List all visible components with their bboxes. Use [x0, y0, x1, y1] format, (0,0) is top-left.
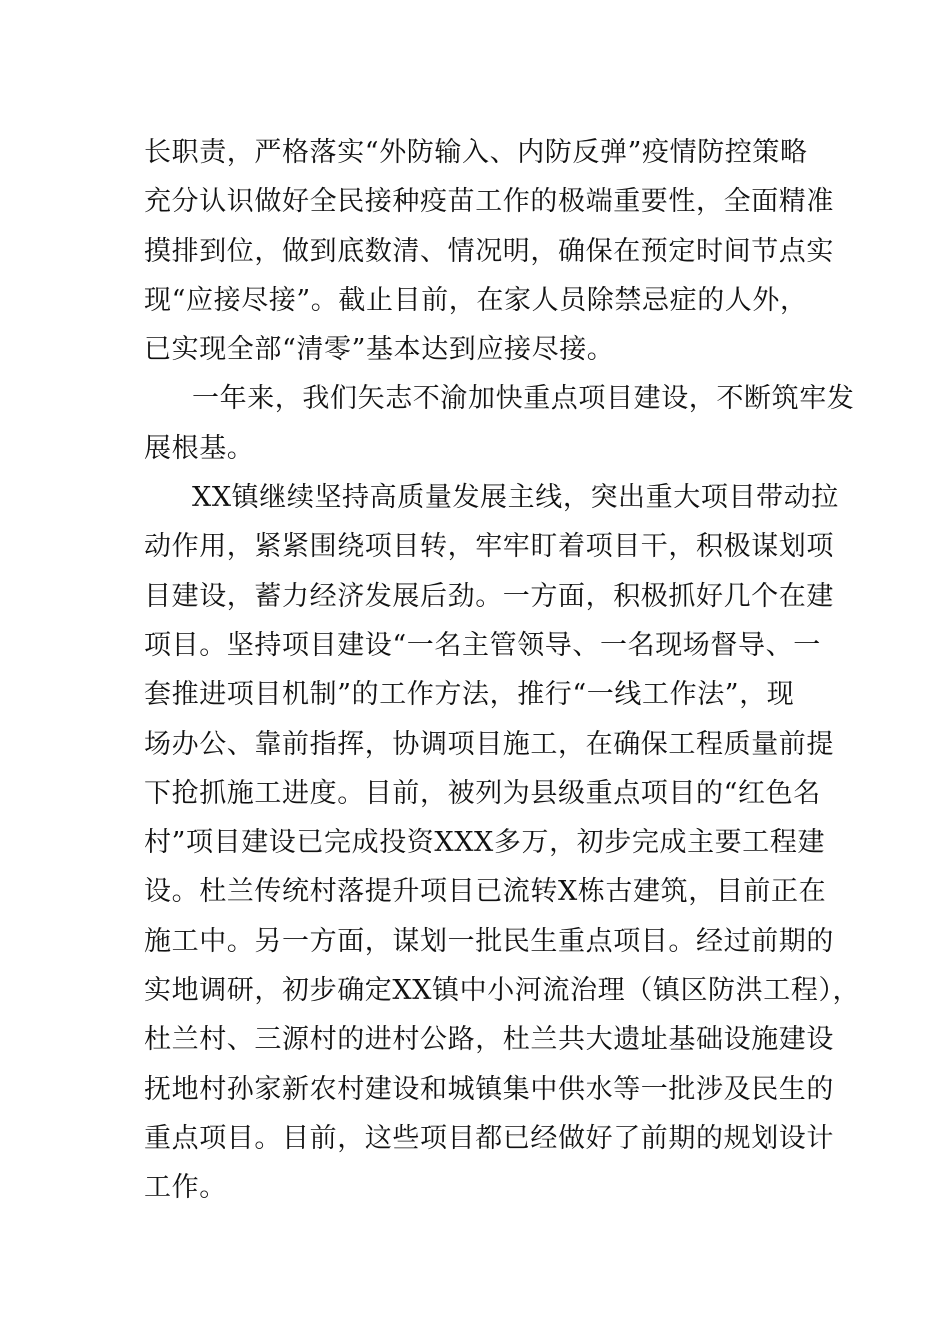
- text-line: 实地调研，初步确定XX镇中小河流治理（镇区防洪工程），: [144, 975, 861, 1007]
- paragraph-start-line: 一年来，我们矢志不渝加快重点项目建设，不断筑牢发: [192, 383, 855, 415]
- text-line: 杜兰村、三源村的进村公路，杜兰共大遗址基础设施建设: [144, 1024, 834, 1056]
- text-line: 现“应接尽接”。截止目前，在家人员除禁忌症的人外，: [144, 284, 808, 316]
- text-line: 施工中。另一方面，谋划一批民生重点项目。经过前期的: [144, 925, 834, 957]
- text-line: 抚地村孙家新农村建设和城镇集中供水等一批涉及民生的: [144, 1073, 834, 1105]
- text-line: 摸排到位，做到底数清、情况明，确保在预定时间节点实: [144, 235, 834, 267]
- text-line: 充分认识做好全民接种疫苗工作的极端重要性，全面精准: [144, 186, 834, 218]
- text-line: 长职责，严格落实“外防输入、内防反弹”疫情防控策略: [144, 137, 808, 168]
- text-line: 展根基。: [144, 432, 255, 464]
- text-line: 已实现全部“清零”基本达到应接尽接。: [144, 334, 615, 366]
- text-line: 村”项目建设已完成投资XXX多万，初步完成主要工程建: [144, 827, 826, 859]
- paragraph-start-line: XX镇继续坚持高质量发展主线，突出重大项目带动拉: [192, 482, 839, 514]
- text-line: 目建设，蓄力经济发展后劲。一方面，积极抓好几个在建: [144, 580, 834, 612]
- text-line: 工作。: [144, 1172, 227, 1204]
- text-line: 项目。坚持项目建设“一名主管领导、一名现场督导、一: [144, 629, 821, 661]
- body-text: [144, 128, 861, 1213]
- text-line: 下抢抓施工进度。目前，被列为县级重点项目的“红色名: [144, 777, 821, 809]
- text-line: 动作用，紧紧围绕项目转，牢牢盯着项目干，积极谋划项: [144, 531, 834, 563]
- text-line: 场办公、靠前指挥，协调项目施工，在确保工程质量前提: [144, 728, 834, 760]
- text-line: 套推进项目机制”的工作方法，推行“一线工作法”，现: [144, 679, 795, 711]
- text-line: 重点项目。目前，这些项目都已经做好了前期的规划设计: [144, 1122, 834, 1154]
- text-line: 设。杜兰传统村落提升项目已流转X栋古建筑，目前正在: [144, 876, 827, 908]
